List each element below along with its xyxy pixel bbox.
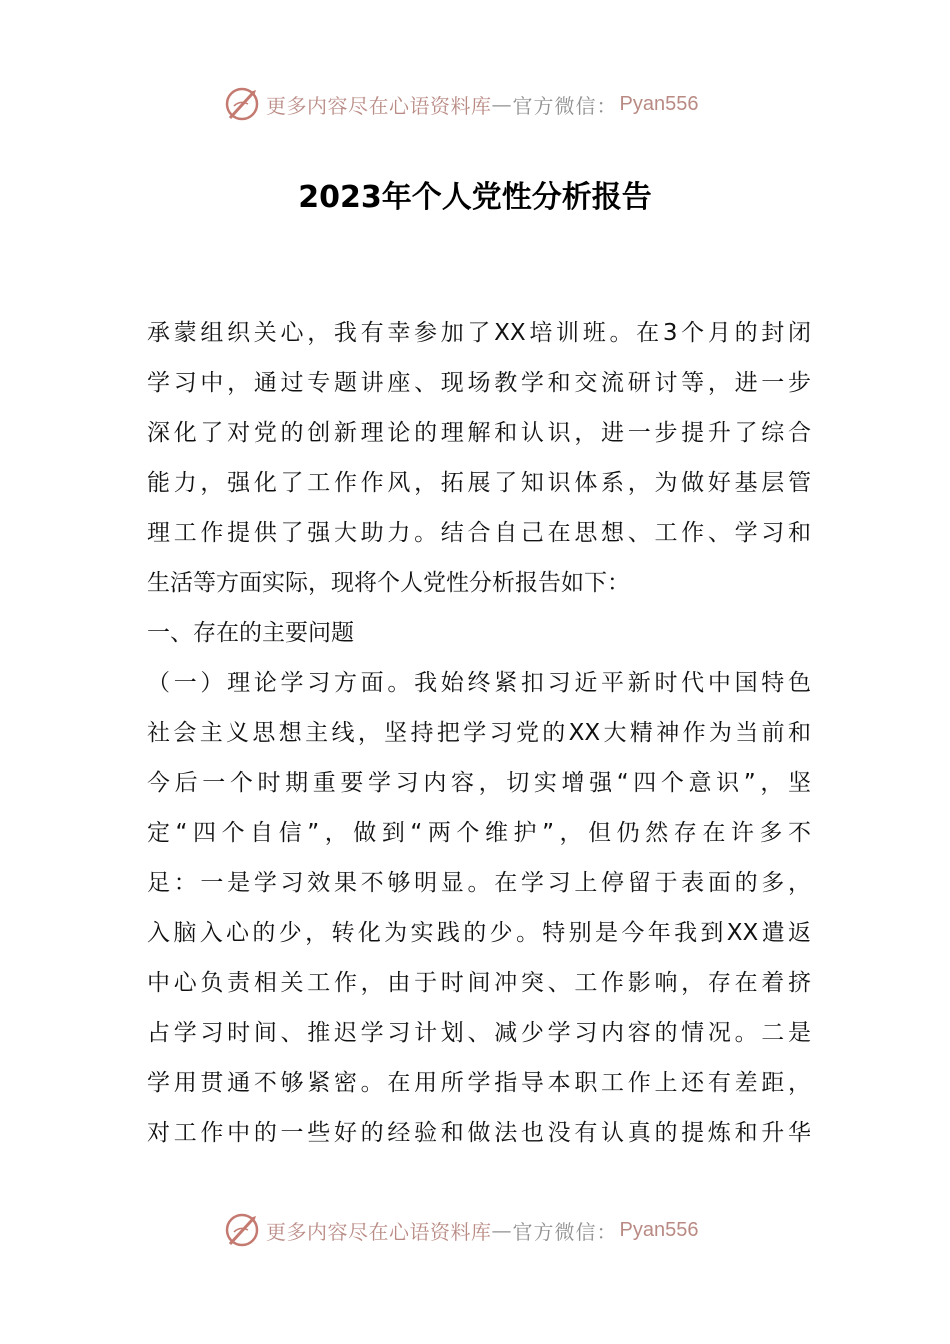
- watermark-label: 官方微信：: [512, 1219, 618, 1244]
- text-line: 学用贯通不够紧密。在用所学指导本职工作上还有差距，: [147, 1070, 811, 1096]
- watermark-brand: 更多内容尽在心语资料库: [266, 93, 492, 118]
- watermark-wechat-id: Pyan556: [619, 1218, 699, 1241]
- text-line: 深化了对党的创新理论的理解和认识，进一步提升了综合: [147, 420, 811, 446]
- text-line: 生活等方面实际，现将个人党性分析报告如下：: [147, 570, 630, 596]
- text-line: 承蒙组织关心，我有幸参加了XX培训班。在3个月的封闭: [147, 320, 811, 346]
- text-line: 足：一是学习效果不够明显。在学习上停留于表面的多，: [147, 870, 811, 896]
- text-line: 对工作中的一些好的经验和做法也没有认真的提炼和升华: [147, 1120, 811, 1146]
- text-line: 能力，强化了工作作风，拓展了知识体系，为做好基层管: [147, 470, 811, 496]
- text-line: 定“四个自信”，做到“两个维护”，但仍然存在许多不: [147, 820, 811, 846]
- watermark-dash: —: [491, 92, 513, 116]
- document-body: [147, 308, 811, 1158]
- text-line: 社会主义思想主线，坚持把学习党的XX大精神作为当前和: [147, 720, 811, 746]
- header-watermark: [222, 82, 698, 126]
- text-line: 中心负责相关工作，由于时间冲突、工作影响，存在着挤: [147, 970, 811, 996]
- pen-logo-icon: [222, 1210, 262, 1250]
- text-line: 入脑入心的少，转化为实践的少。特别是今年我到XX遣返: [147, 920, 811, 946]
- section-heading: 一、存在的主要问题: [147, 620, 354, 646]
- text-line: 占学习时间、推迟学习计划、减少学习内容的情况。二是: [147, 1020, 811, 1046]
- text-line: 学习中，通过专题讲座、现场教学和交流研讨等，进一步: [147, 370, 811, 396]
- text-line: （一）理论学习方面。我始终紧扣习近平新时代中国特色: [147, 670, 811, 696]
- pen-logo-icon: [222, 84, 262, 124]
- document-title: 2023年个人党性分析报告: [298, 180, 652, 215]
- watermark-dash: —: [491, 1218, 513, 1242]
- text-line: 今后一个时期重要学习内容，切实增强“四个意识”，坚: [147, 770, 811, 796]
- text-line: 理工作提供了强大助力。结合自己在思想、工作、学习和: [147, 520, 811, 546]
- watermark-wechat-id: Pyan556: [619, 92, 699, 115]
- footer-watermark: [222, 1208, 698, 1252]
- watermark-label: 官方微信：: [512, 93, 618, 118]
- watermark-brand: 更多内容尽在心语资料库: [266, 1219, 492, 1244]
